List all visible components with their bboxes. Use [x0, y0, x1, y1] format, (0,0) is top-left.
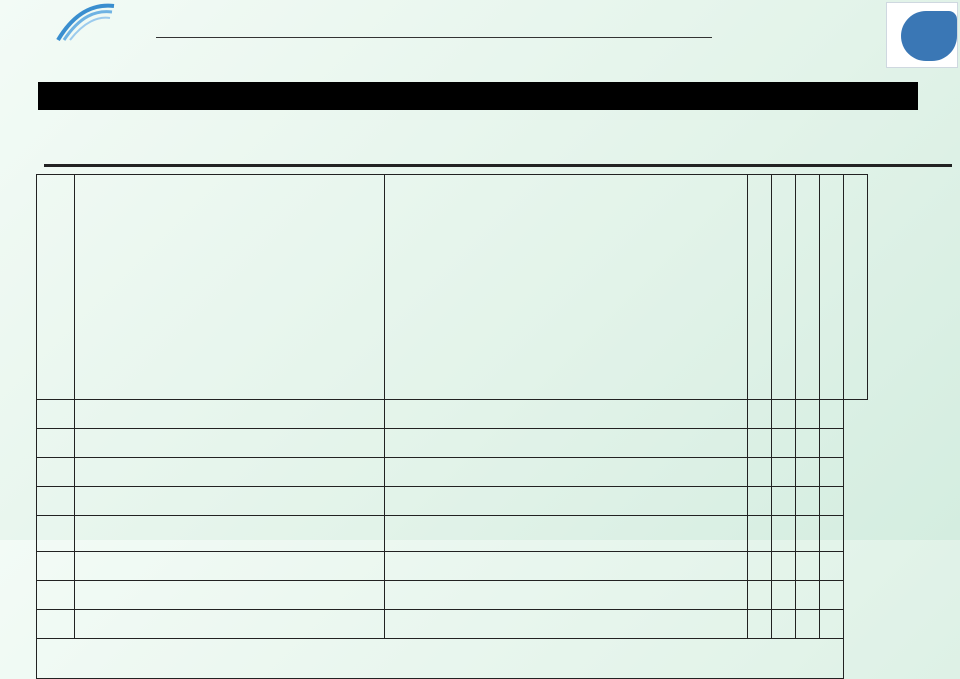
- criterion-text: [75, 515, 385, 551]
- criterion-text: [75, 609, 385, 638]
- rubric-row: [37, 457, 868, 486]
- score-cell[interactable]: [795, 551, 819, 580]
- score-cell[interactable]: [747, 609, 771, 638]
- score-cell[interactable]: [747, 428, 771, 457]
- score-cell[interactable]: [771, 486, 795, 515]
- score-cell[interactable]: [819, 428, 843, 457]
- col-score-9-header: [819, 175, 843, 400]
- score-cell[interactable]: [795, 399, 819, 428]
- criterion-text: [75, 428, 385, 457]
- side-label-char: [49, 253, 74, 268]
- rubric-table: [36, 174, 868, 679]
- row-number: [37, 486, 75, 515]
- score-cell[interactable]: [747, 515, 771, 551]
- rubric-row: [37, 428, 868, 457]
- score-cell[interactable]: [819, 457, 843, 486]
- criterion-text: [75, 399, 385, 428]
- score-cell[interactable]: [771, 457, 795, 486]
- col-criterio-header: [384, 175, 747, 400]
- criterion-text: [75, 457, 385, 486]
- total-label: [37, 638, 844, 678]
- side-label-char: [49, 267, 74, 282]
- score-cell[interactable]: [819, 486, 843, 515]
- score-cell[interactable]: [795, 486, 819, 515]
- rubric-row: [37, 486, 868, 515]
- score-cell[interactable]: [819, 580, 843, 609]
- total-row: [37, 638, 868, 678]
- score-cell[interactable]: [771, 399, 795, 428]
- score-cell[interactable]: [771, 580, 795, 609]
- score-cell[interactable]: [747, 399, 771, 428]
- score-cell[interactable]: [795, 457, 819, 486]
- score-cell[interactable]: [795, 515, 819, 551]
- rubric-row: [37, 551, 868, 580]
- side-label-char: [49, 355, 74, 370]
- row-number: [37, 580, 75, 609]
- score-cell[interactable]: [384, 580, 747, 609]
- side-label-char: [49, 384, 74, 399]
- score-cell[interactable]: [384, 428, 747, 457]
- rubric-row: [37, 580, 868, 609]
- side-label-char: [49, 224, 74, 239]
- criterion-text: [75, 486, 385, 515]
- col-score-7-header: [771, 175, 795, 400]
- side-label-char: [49, 297, 74, 312]
- score-cell[interactable]: [771, 551, 795, 580]
- score-cell[interactable]: [819, 515, 843, 551]
- side-label: [37, 175, 75, 400]
- col-score-10-header: [843, 175, 867, 400]
- score-cell[interactable]: [819, 609, 843, 638]
- col-no-header: [75, 175, 385, 400]
- score-cell[interactable]: [384, 551, 747, 580]
- side-label-char: [49, 370, 74, 385]
- score-cell[interactable]: [747, 580, 771, 609]
- project-title: [38, 82, 918, 110]
- si-logo-shape: [901, 11, 957, 61]
- score-cell[interactable]: [747, 457, 771, 486]
- col-score-8-header: [795, 175, 819, 400]
- side-label-char: [49, 311, 74, 326]
- score-cell[interactable]: [819, 551, 843, 580]
- side-label-char: [49, 340, 74, 355]
- score-cell[interactable]: [384, 486, 747, 515]
- score-cell[interactable]: [747, 551, 771, 580]
- side-label-char: [49, 209, 74, 224]
- col-score-6-header: [747, 175, 771, 400]
- row-number: [37, 515, 75, 551]
- side-label-char: [49, 326, 74, 341]
- score-cell[interactable]: [795, 428, 819, 457]
- row-number: [37, 551, 75, 580]
- si-unam-logo: [886, 2, 958, 68]
- row-number: [37, 428, 75, 457]
- rubric-row: [37, 399, 868, 428]
- score-cell[interactable]: [795, 580, 819, 609]
- rubric-row: [37, 609, 868, 638]
- score-cell[interactable]: [771, 515, 795, 551]
- side-label-char: [49, 282, 74, 297]
- score-cell[interactable]: [771, 428, 795, 457]
- criterion-text: [75, 551, 385, 580]
- score-cell[interactable]: [384, 515, 747, 551]
- rubric-header-row: [37, 175, 868, 400]
- row-number: [37, 609, 75, 638]
- score-cell[interactable]: [795, 609, 819, 638]
- header-underline: [156, 37, 712, 38]
- row-number: [37, 399, 75, 428]
- rubric-row: [37, 515, 868, 551]
- score-cell[interactable]: [384, 609, 747, 638]
- score-cell[interactable]: [747, 486, 771, 515]
- row-number: [37, 457, 75, 486]
- section-divider: [44, 164, 952, 167]
- swoosh-icon: [56, 2, 116, 42]
- score-cell[interactable]: [384, 399, 747, 428]
- score-cell[interactable]: [384, 457, 747, 486]
- criterion-text: [75, 580, 385, 609]
- score-cell[interactable]: [771, 609, 795, 638]
- ila-logo: [16, 2, 108, 74]
- side-label-char: [49, 238, 74, 253]
- score-cell[interactable]: [819, 399, 843, 428]
